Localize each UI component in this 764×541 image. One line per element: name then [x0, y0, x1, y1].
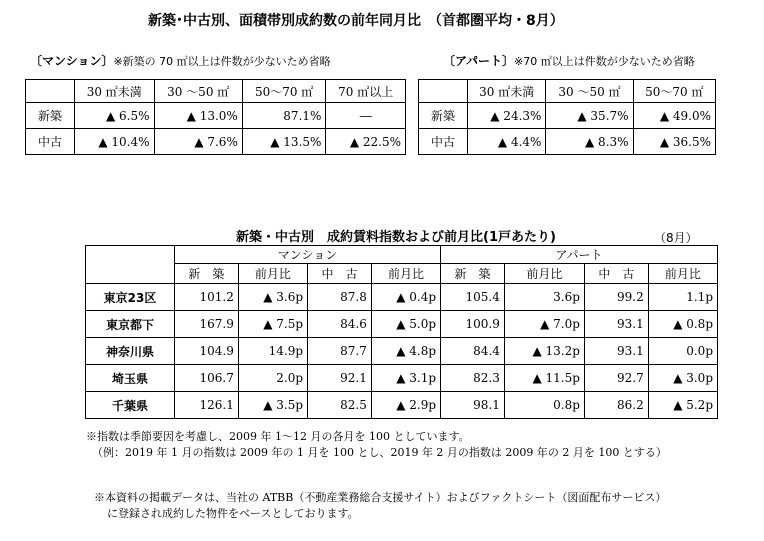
mansion-note: ※新築の 70 ㎡以上は件数が少ないため省略: [113, 55, 331, 68]
table-row: [86, 392, 718, 419]
table-cell: 92.7: [584, 365, 648, 392]
rent-index-table: [85, 245, 718, 419]
table-cell: 14.9p: [238, 338, 307, 365]
apart-area-table: [418, 79, 716, 155]
sub-header-cell: 中 古: [308, 264, 372, 284]
table-cell: ▲ 4.4%: [468, 129, 546, 155]
row-label: 千葉県: [86, 392, 175, 419]
table-cell: 0.0p: [648, 338, 717, 365]
table-cell: 93.1: [584, 311, 648, 338]
mansion-header-cell: 30 ～50 ㎡: [154, 80, 242, 103]
sub-header-row: [86, 264, 718, 284]
mansion-header-cell: 30 ㎡未満: [75, 80, 155, 103]
table-cell: 82.5: [308, 392, 372, 419]
table-cell: ▲ 13.2p: [504, 338, 584, 365]
table-cell: ▲ 24.3%: [468, 103, 546, 129]
sub-header-cell: 前月比: [504, 264, 584, 284]
sub-header-cell: 新 築: [441, 264, 505, 284]
table-cell: ▲ 0.4p: [371, 284, 440, 311]
rent-table-month: （8月）: [654, 231, 698, 245]
group-header-row: [86, 246, 718, 264]
group-header-apart: アパート: [441, 246, 718, 264]
mansion-label: [30, 52, 331, 69]
table-cell: 86.2: [584, 392, 648, 419]
footnote-source-cont: に登録され成約した物件をベースとしております。: [107, 507, 359, 520]
apart-header-row: [419, 80, 716, 103]
table-cell: 1.1p: [648, 284, 717, 311]
apart-corner-cell: [419, 80, 468, 103]
table-cell: 84.4: [441, 338, 505, 365]
table-cell: ▲ 0.8p: [648, 311, 717, 338]
table-cell: 104.9: [175, 338, 239, 365]
table-cell: 87.1%: [242, 103, 326, 129]
apart-header-cell: 30 ～50 ㎡: [546, 80, 633, 103]
table-cell: ▲ 6.5%: [75, 103, 155, 129]
sub-header-cell: 新 築: [175, 264, 239, 284]
sub-header-cell: 中 古: [584, 264, 648, 284]
row-label: 新築: [419, 103, 468, 129]
table-cell: 126.1: [175, 392, 239, 419]
table-cell: ▲ 49.0%: [633, 103, 715, 129]
table-row: [26, 103, 406, 129]
table-cell: 2.0p: [238, 365, 307, 392]
table-cell: ▲ 13.0%: [154, 103, 242, 129]
table-cell: 99.2: [584, 284, 648, 311]
table-cell: ▲ 3.1p: [371, 365, 440, 392]
footnote-source: ※本資料の掲載データは、当社の ATBB（不動産業務総合支援サイト）およびファクトシート（図面配布サービス）: [94, 491, 667, 504]
mansion-label-text: 〔マンション〕: [30, 54, 114, 68]
table-cell: 87.7: [308, 338, 372, 365]
table-cell: ▲ 3.6p: [238, 284, 307, 311]
table-cell: 167.9: [175, 311, 239, 338]
table-cell: 82.3: [441, 365, 505, 392]
row-label: 埼玉県: [86, 365, 175, 392]
table-cell: ▲ 7.6%: [154, 129, 242, 155]
table-cell: ▲ 7.5p: [238, 311, 307, 338]
row-label: 中古: [26, 129, 75, 155]
table-cell: 93.1: [584, 338, 648, 365]
table-cell: 101.2: [175, 284, 239, 311]
table-cell: 100.9: [441, 311, 505, 338]
table-cell: ▲ 36.5%: [633, 129, 715, 155]
table-cell: ▲ 22.5%: [326, 129, 406, 155]
table-cell: 92.1: [308, 365, 372, 392]
group-header-mansion: マンション: [175, 246, 441, 264]
table-cell: ▲ 35.7%: [546, 103, 633, 129]
table-cell: ▲ 5.2p: [648, 392, 717, 419]
mansion-header-cell: 50～70 ㎡: [242, 80, 326, 103]
sub-header-cell: 前月比: [371, 264, 440, 284]
rent-table-title: 新築・中古別 成約賃料指数および前月比(1戸あたり): [236, 230, 556, 245]
table-row: [419, 103, 716, 129]
table-cell: ▲ 3.5p: [238, 392, 307, 419]
mansion-area-table: [25, 79, 406, 155]
row-label: 神奈川県: [86, 338, 175, 365]
table-row: [86, 338, 718, 365]
table-cell: ▲ 3.0p: [648, 365, 717, 392]
table-cell: ▲ 4.8p: [371, 338, 440, 365]
table-cell: 87.8: [308, 284, 372, 311]
mansion-header-cell: 70 ㎡以上: [326, 80, 406, 103]
page-title: 新築･中古別、面積帯別成約数の前年同月比 （首都圏平均・8月）: [148, 13, 564, 29]
table-cell: ―: [326, 103, 406, 129]
table-cell: 106.7: [175, 365, 239, 392]
row-label: 東京都下: [86, 311, 175, 338]
table-cell: ▲ 8.3%: [546, 129, 633, 155]
table-row: [86, 284, 718, 311]
apart-label-text: 〔アパート〕: [443, 54, 515, 68]
apart-label: [443, 52, 695, 69]
table-cell: 105.4: [441, 284, 505, 311]
table-cell: ▲ 11.5p: [504, 365, 584, 392]
table-cell: ▲ 10.4%: [75, 129, 155, 155]
row-label: 東京23区: [86, 284, 175, 311]
table-cell: ▲ 13.5%: [242, 129, 326, 155]
table-row: [86, 311, 718, 338]
rent-corner-cell: [86, 246, 175, 284]
table-cell: ▲ 7.0p: [504, 311, 584, 338]
table-row: [26, 129, 406, 155]
table-row: [86, 365, 718, 392]
table-cell: 0.8p: [504, 392, 584, 419]
table-cell: 98.1: [441, 392, 505, 419]
row-label: 新築: [26, 103, 75, 129]
apart-header-cell: 30 ㎡未満: [468, 80, 546, 103]
footnote-index: ※指数は季節要因を考慮し、2009 年 1～12 月の各月を 100 としています。: [86, 430, 470, 443]
row-label: 中古: [419, 129, 468, 155]
table-cell: ▲ 5.0p: [371, 311, 440, 338]
table-cell: 84.6: [308, 311, 372, 338]
mansion-header-row: [26, 80, 406, 103]
sub-header-cell: 前月比: [238, 264, 307, 284]
footnote-example: （例：2019 年 1 月の指数は 2009 年の 1 月を 100 とし、2019 年 2 月の指数は 2009 年の 2 月を 100 とする）: [92, 446, 667, 459]
sub-header-cell: 前月比: [648, 264, 717, 284]
mansion-corner-cell: [26, 80, 75, 103]
table-row: [419, 129, 716, 155]
table-cell: ▲ 2.9p: [371, 392, 440, 419]
apart-note: ※70 ㎡以上は件数が少ないため省略: [514, 55, 695, 68]
apart-header-cell: 50～70 ㎡: [633, 80, 715, 103]
table-cell: 3.6p: [504, 284, 584, 311]
